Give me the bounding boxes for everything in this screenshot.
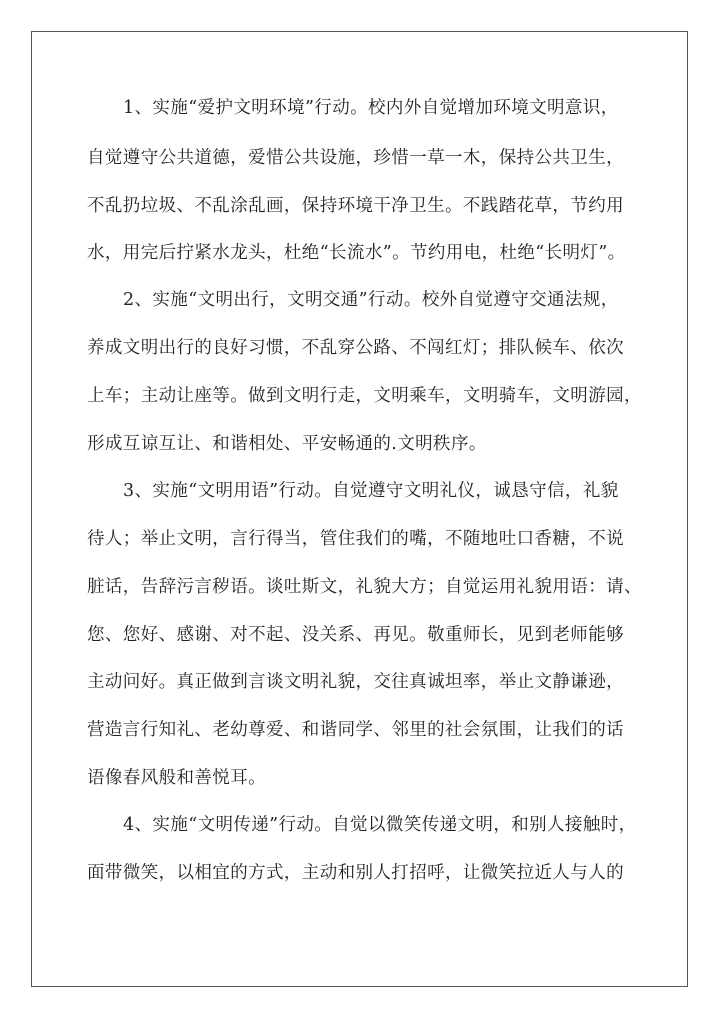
- paragraph-3-line-7: 语像春风般和善悦耳。: [87, 768, 266, 788]
- page-border: [31, 31, 688, 987]
- paragraph-1-line-2: 自觉遵守公共道德，爱惜公共设施，珍惜一草一木，保持公共卫生，: [87, 148, 624, 168]
- paragraph-2-line-3: 上车；主动让座等。做到文明行走，文明乘车，文明骑车，文明游园，: [87, 386, 642, 406]
- paragraph-2-line-4: 形成互谅互让、和谐相处、平安畅通的.文明秩序。: [87, 434, 487, 454]
- paragraph-2-line-1: 2、实施“文明出行，文明交通”行动。校外自觉遵守交通法规，: [123, 290, 619, 310]
- paragraph-3-line-2: 待人；举止文明，言行得当，管住我们的嘴，不随地吐口香糖，不说: [87, 529, 624, 549]
- paragraph-3-line-1: 3、实施“文明用语”行动。自觉遵守文明礼仪，诚恳守信，礼貌: [123, 481, 619, 501]
- paragraph-4-line-2: 面带微笑，以相宜的方式，主动和别人打招呼，让微笑拉近人与人的: [87, 863, 624, 883]
- paragraph-3-line-6: 营造言行知礼、老幼尊爱、和谐同学、邻里的社会氛围，让我们的话: [87, 720, 624, 740]
- paragraph-3-line-3: 脏话，告辞污言秽语。谈吐斯文，礼貌大方；自觉运用礼貌用语：请、: [87, 577, 642, 597]
- paragraph-2-line-2: 养成文明出行的良好习惯，不乱穿公路、不闯红灯；排队候车、依次: [87, 338, 624, 358]
- paragraph-4-line-1: 4、实施“文明传递”行动。自觉以微笑传递文明，和别人接触时，: [123, 815, 637, 835]
- paragraph-3-line-5: 主动问好。真正做到言谈文明礼貌，交往真诚坦率，举止文静谦逊，: [87, 672, 624, 692]
- paragraph-3-line-4: 您、您好、感谢、对不起、没关系、再见。敬重师长，见到老师能够: [87, 625, 624, 645]
- paragraph-1-line-3: 不乱扔垃圾、不乱涂乱画，保持环境干净卫生。不践踏花草，节约用: [87, 196, 624, 216]
- paragraph-1-line-1: 1、实施“爱护文明环境”行动。校内外自觉增加环境文明意识，: [123, 98, 619, 118]
- paragraph-1-line-4: 水，用完后拧紧水龙头，杜绝“长流水”。节约用电，杜绝“长明灯”。: [87, 243, 626, 263]
